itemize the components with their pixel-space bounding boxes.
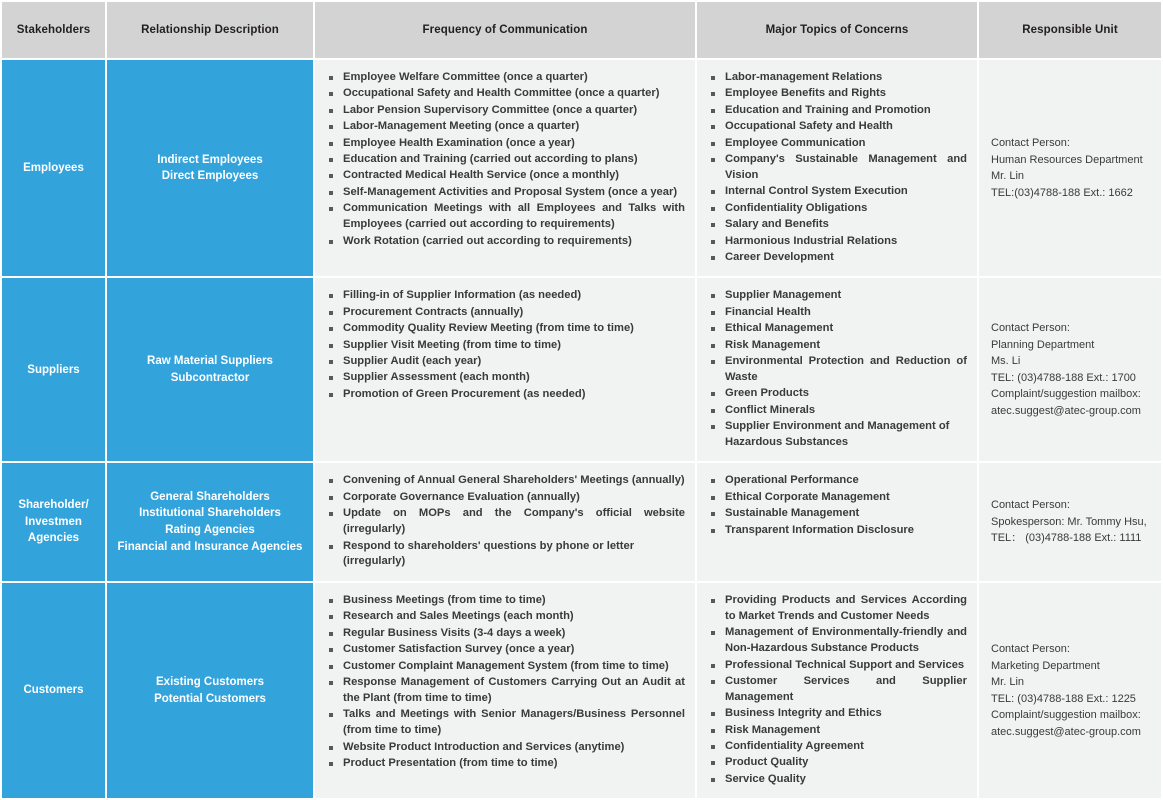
relationship-line: Financial and Insurance Agencies [117, 540, 303, 553]
list-item: Update on MOPs and the Company's official website (irregularly) [327, 506, 685, 538]
list-item: Confidentiality Obligations [709, 201, 967, 217]
column-header-relationship-description: Relationship Description [107, 2, 313, 58]
list-item: Conflict Minerals [709, 403, 967, 419]
list-item: Corporate Governance Evaluation (annually) [327, 490, 685, 506]
major-topics-of-concerns-cell [697, 583, 977, 798]
unit-line: Marketing Department [991, 659, 1100, 672]
list-item: Respond to shareholders' questions by phone or letter (irregularly) [327, 539, 685, 571]
list-item: Labor-management Relations [709, 70, 967, 86]
column-header-stakeholders: Stakeholders [2, 2, 105, 58]
unit-line: Contact Person: [991, 322, 1070, 335]
list-item: Product Presentation (from time to time) [327, 756, 685, 772]
list-item: Employee Welfare Committee (once a quarter) [327, 70, 685, 86]
list-item: Risk Management [709, 338, 967, 354]
frequency-of-communication-cell [315, 278, 695, 461]
list-item: Business Meetings (from time to time) [327, 593, 685, 609]
list-item: Customer Satisfaction Survey (once a year) [327, 642, 685, 658]
unit-line: Ms. Li [991, 355, 1021, 368]
stakeholder-cell: Shareholder/ Investmen Agencies [2, 463, 105, 580]
unit-line: Complaint/suggestion mailbox: [991, 388, 1141, 401]
column-header-frequency-of-communication: Frequency of Communication [315, 2, 695, 58]
list-item: Service Quality [709, 772, 967, 788]
list-item: Website Product Introduction and Services (anytime) [327, 740, 685, 756]
table-row [2, 463, 1161, 580]
list-item: Self-Management Activities and Proposal System (once a year) [327, 185, 685, 201]
column-header-responsible-unit: Responsible Unit [979, 2, 1161, 58]
list-item: Customer Services and Supplier Management [709, 674, 967, 706]
unit-line: Human Resources Department [991, 153, 1143, 166]
relationship-line: General Shareholders [150, 490, 270, 503]
relationship-description-cell [107, 463, 313, 580]
list-item: Providing Products and Services According to Market Trends and Customer Needs [709, 593, 967, 625]
topics-list [709, 593, 967, 788]
list-item: Contracted Medical Health Service (once a monthly) [327, 168, 685, 184]
list-item: Harmonious Industrial Relations [709, 234, 967, 250]
frequency-list [327, 288, 685, 402]
list-item: Supplier Environment and Management of Hazardous Substances [709, 419, 967, 451]
frequency-of-communication-cell [315, 60, 695, 276]
list-item: Salary and Benefits [709, 217, 967, 233]
relationship-line: Institutional Shareholders [139, 507, 281, 520]
stakeholder-cell: Suppliers [2, 278, 105, 461]
list-item: Operational Performance [709, 473, 967, 489]
list-item: Education and Training and Promotion [709, 103, 967, 119]
relationship-description-cell [107, 583, 313, 798]
list-item: Regular Business Visits (3-4 days a week) [327, 626, 685, 642]
relationship-line: Existing Customers [156, 675, 264, 688]
topics-list [709, 288, 967, 451]
list-item: Employee Health Examination (once a year) [327, 136, 685, 152]
list-item: Labor-Management Meeting (once a quarter) [327, 119, 685, 135]
list-item: Career Development [709, 250, 967, 266]
list-item: Supplier Assessment (each month) [327, 370, 685, 386]
responsible-unit-cell [979, 583, 1161, 798]
list-item: Talks and Meetings with Senior Managers/Business Personnel (from time to time) [327, 707, 685, 739]
relationship-line: Rating Agencies [165, 524, 255, 537]
column-header-major-topics-of-concerns: Major Topics of Concerns [697, 2, 977, 58]
list-item: Product Quality [709, 755, 967, 771]
relationship-line: Indirect Employees [157, 153, 263, 166]
table-body [2, 60, 1161, 798]
unit-line: TEL: (03)4788-188 Ext.: 1225 [991, 692, 1136, 705]
table-row [2, 278, 1161, 461]
list-item: Sustainable Management [709, 506, 967, 522]
list-item: Environmental Protection and Reduction of Waste [709, 354, 967, 386]
unit-line: TEL: (03)4788-188 Ext.: 1700 [991, 371, 1136, 384]
frequency-of-communication-cell [315, 463, 695, 580]
relationship-line: Potential Customers [154, 692, 266, 705]
list-item: Procurement Contracts (annually) [327, 305, 685, 321]
list-item: Occupational Safety and Health Committee (once a quarter) [327, 86, 685, 102]
list-item: Ethical Management [709, 321, 967, 337]
list-item: Employee Communication [709, 136, 967, 152]
list-item: Occupational Safety and Health [709, 119, 967, 135]
list-item: Convening of Annual General Shareholders' Meetings (annually) [327, 473, 685, 489]
unit-line: Mr. Lin [991, 676, 1025, 689]
responsible-unit-cell [979, 463, 1161, 580]
table-row [2, 583, 1161, 798]
major-topics-of-concerns-cell [697, 60, 977, 276]
frequency-list [327, 593, 685, 772]
unit-line: Mr. Lin [991, 170, 1025, 183]
list-item: Management of Environmentally-friendly and Non-Hazardous Substance Products [709, 625, 967, 657]
stakeholder-cell: Customers [2, 583, 105, 798]
list-item: Confidentiality Agreement [709, 739, 967, 755]
relationship-line: Raw Material Suppliers [147, 355, 273, 368]
frequency-list [327, 70, 685, 249]
table-header [2, 2, 1161, 58]
unit-line: Contact Person: [991, 137, 1070, 150]
major-topics-of-concerns-cell [697, 278, 977, 461]
list-item: Internal Control System Execution [709, 184, 967, 200]
list-item: Green Products [709, 386, 967, 402]
list-item: Customer Complaint Management System (from time to time) [327, 659, 685, 675]
unit-line: atec.suggest@atec-group.com [991, 725, 1141, 738]
unit-line: TEL:(03)4788-188 Ext.: 1662 [991, 186, 1133, 199]
list-item: Labor Pension Supervisory Committee (once a quarter) [327, 103, 685, 119]
stakeholder-cell: Employees [2, 60, 105, 276]
list-item: Supplier Audit (each year) [327, 354, 685, 370]
list-item: Employee Benefits and Rights [709, 86, 967, 102]
relationship-line: Direct Employees [161, 170, 259, 183]
major-topics-of-concerns-cell [697, 463, 977, 580]
list-item: Filling-in of Supplier Information (as needed) [327, 288, 685, 304]
frequency-list [327, 473, 685, 570]
relationship-line: Subcontractor [170, 371, 250, 384]
responsible-unit-cell [979, 278, 1161, 461]
unit-line: TEL： (03)4788-188 Ext.: 1111 [991, 532, 1142, 545]
list-item: Commodity Quality Review Meeting (from time to time) [327, 321, 685, 337]
list-item: Work Rotation (carried out according to requirements) [327, 234, 685, 250]
list-item: Risk Management [709, 723, 967, 739]
unit-line: Complaint/suggestion mailbox: [991, 709, 1141, 722]
list-item: Ethical Corporate Management [709, 490, 967, 506]
list-item: Response Management of Customers Carrying Out an Audit at the Plant (from time to time) [327, 675, 685, 707]
table-header-row [2, 2, 1161, 58]
responsible-unit-cell [979, 60, 1161, 276]
relationship-description-cell [107, 60, 313, 276]
list-item: Business Integrity and Ethics [709, 706, 967, 722]
topics-list [709, 70, 967, 266]
relationship-description-cell [107, 278, 313, 461]
list-item: Supplier Visit Meeting (from time to time) [327, 338, 685, 354]
unit-line: atec.suggest@atec-group.com [991, 404, 1141, 417]
list-item: Education and Training (carried out according to plans) [327, 152, 685, 168]
list-item: Company's Sustainable Management and Vision [709, 152, 967, 184]
unit-line: Contact Person: [991, 643, 1070, 656]
topics-list [709, 473, 967, 538]
unit-line: Spokesperson: Mr. Tommy Hsu, [991, 515, 1147, 528]
list-item: Communication Meetings with all Employees and Talks with Employees (carried out according to requirements) [327, 201, 685, 233]
list-item: Professional Technical Support and Services [709, 658, 967, 674]
unit-line: Contact Person: [991, 499, 1070, 512]
list-item: Transparent Information Disclosure [709, 523, 967, 539]
frequency-of-communication-cell [315, 583, 695, 798]
list-item: Supplier Management [709, 288, 967, 304]
list-item: Financial Health [709, 305, 967, 321]
table-row [2, 60, 1161, 276]
list-item: Promotion of Green Procurement (as needed) [327, 387, 685, 403]
list-item: Research and Sales Meetings (each month) [327, 609, 685, 625]
unit-line: Planning Department [991, 338, 1095, 351]
